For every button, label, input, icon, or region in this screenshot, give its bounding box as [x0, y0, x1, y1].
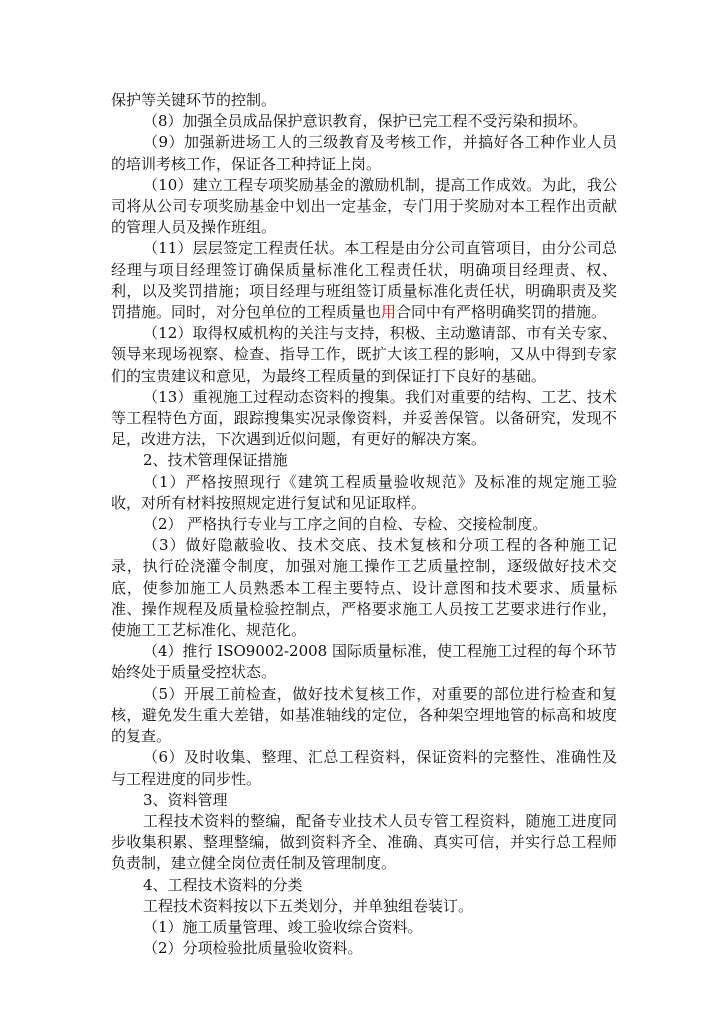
section-heading: 4、工程技术资料的分类 — [143, 875, 303, 894]
paragraph: （2） 严格执行专业与工序之间的自检、专检、交接检制度。 — [143, 515, 548, 534]
section-heading: 2、技术管理保证措施 — [143, 451, 288, 470]
paragraph: （5）开展工前检查，做好技术复核工作，对重要的部位进行检查和复核，避免发生重大差错，如基准轴线的定位，各种架空埋地管的标高和坡度的复查。 — [111, 684, 617, 746]
paragraph: （3）做好隐蔽验收、技术交底、技术复核和分项工程的各种施工记录，执行砼浇灌令制度，加强对施工操作工艺质量控制，逐级做好技术交底，使参加施工人员熟悉本工程主要特点、设计意图和技术要求、质量标准、操作规程及质量检验控制点，严格要求施工人员按工艺要求进行作业，使施工工艺标准化、规范化。 — [111, 536, 617, 640]
paragraph: 工程技术资料的整编，配备专业技术人员专管工程资料，随施工进度同步收集积累、整理整编，做到资料齐全、准确、真实可信，并实行总工程师负责制，建立健全岗位责任制及管理制度。 — [111, 811, 617, 873]
document-page — [111, 90, 617, 959]
paragraph: （1）严格按照现行《建筑工程质量验收规范》及标准的规定施工验收，对所有材料按照规定进行复试和见证取样。 — [111, 472, 617, 512]
paragraph-text: （11）层层签定工程责任状。本工程是由分公司直管项目，由分公司总经理与项目经理签订确保质量标准化工程责任状，明确项目经理责、权、利，以及奖罚措施；项目经理与班组签订质量标准化责任状，明确职责及奖罚措施。同时，对分包单位的工程质量也 — [111, 239, 617, 322]
highlighted-char: 用 — [381, 303, 397, 322]
paragraph-text: 合同中有严格明确奖罚的措施。 — [396, 303, 607, 322]
paragraph: （2）分项检验批质量验收资料。 — [143, 939, 363, 958]
paragraph: （10）建立工程专项奖励基金的激励机制，提高工作成效。为此，我公司将从公司专项奖励基金中划出一定基金，专门用于奖励对本工程作出贡献的管理人员及操作班组。 — [111, 175, 617, 237]
paragraph: （1）施工质量管理、竣工验收综合资料。 — [143, 917, 423, 936]
paragraph: （8）加强全员成品保护意识教育，保护已完工程不受污染和损坏。 — [143, 112, 588, 131]
paragraph: （4）推行 ISO9002-2008 国际质量标准，使工程施工过程的每个环节始终处于质量受控状态。 — [111, 642, 617, 682]
paragraph: （6）及时收集、整理、汇总工程资料，保证资料的完整性、准确性及与工程进度的同步性。 — [111, 748, 617, 788]
paragraph: （9）加强新进场工人的三级教育及考核工作，并搞好各工种作业人员的培训考核工作，保证各工种持证上岗。 — [111, 133, 617, 173]
section-heading: 3、资料管理 — [143, 790, 228, 809]
paragraph: 工程技术资料按以下五类划分，并单独组卷装订。 — [143, 896, 474, 915]
paragraph: （12）取得权威机构的关注与支持，积极、主动邀请部、市有关专家、领导来现场视察、检查、指导工作，既扩大该工程的影响，又从中得到专家们的宝贵建议和意见，为最终工程质量的到保证打下良好的基础。 — [111, 324, 617, 385]
paragraph: 保护等关键环节的控制。 — [111, 91, 277, 109]
paragraph: （13）重视施工过程动态资料的搜集。我们对重要的结构、工艺、技术等工程特色方面，跟踪搜集实况录像资料，并妥善保管。以备研究，发现不足，改进方法，下次遇到近似问题，有更好的解决方案。 — [111, 387, 617, 449]
paragraph — [111, 238, 617, 323]
